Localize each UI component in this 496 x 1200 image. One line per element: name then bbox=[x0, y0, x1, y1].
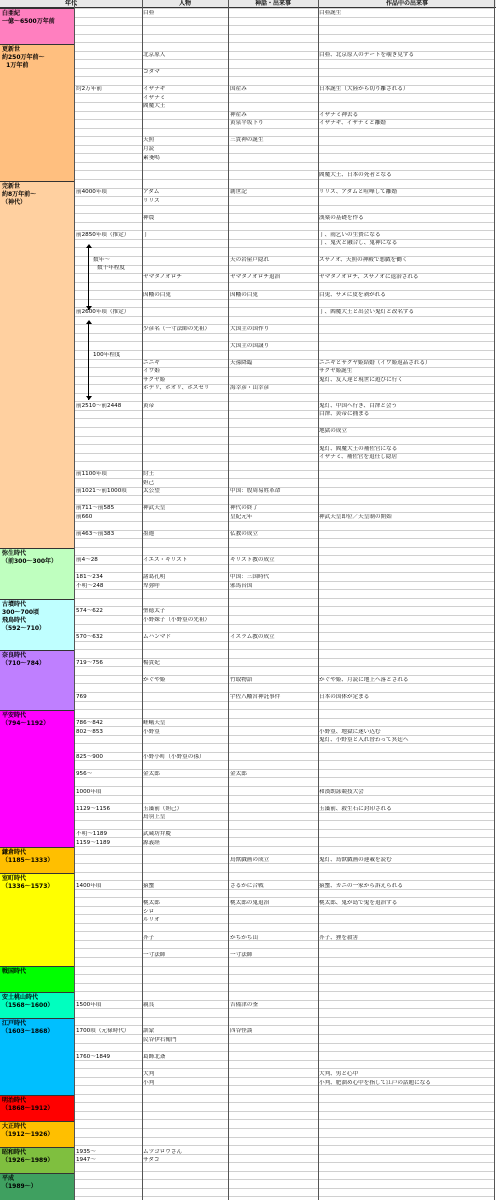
row-gridline bbox=[74, 444, 494, 445]
person-cell: 嵯峨天皇 bbox=[143, 720, 166, 726]
myth-cell: 中国：三国時代 bbox=[230, 574, 270, 580]
date-cell: 約2万年前 bbox=[76, 86, 102, 92]
event-cell: サクヤ姫誕生 bbox=[319, 368, 353, 374]
row-gridline bbox=[74, 931, 494, 932]
date-cell: 前463〜前383 bbox=[76, 531, 115, 537]
person-cell: イエス・キリスト bbox=[143, 557, 188, 563]
row-gridline bbox=[74, 196, 494, 197]
row-gridline bbox=[74, 436, 494, 437]
era-block: 完新世 約8万年前〜 （神代） bbox=[0, 181, 74, 548]
row-gridline bbox=[74, 1119, 494, 1120]
arrow-up-icon bbox=[86, 320, 92, 324]
row-gridline bbox=[74, 1179, 494, 1180]
event-cell: 桃太郎、鬼が島で鬼を退治する bbox=[319, 900, 398, 906]
event-cell: 玉藻前、殺生石に封印される bbox=[319, 806, 392, 812]
myth-cell: 神産み bbox=[230, 112, 247, 118]
row-gridline bbox=[74, 17, 494, 18]
event-cell: かぐや姫、月読に地上へ落とされる bbox=[319, 677, 409, 683]
row-gridline bbox=[74, 418, 494, 419]
person-cell: 少彦名（一寸法師の先祖） bbox=[143, 326, 211, 332]
person-cell: 芥子 bbox=[143, 935, 155, 941]
row-gridline bbox=[74, 59, 494, 60]
event-cell: 漢薬の基礎を作る bbox=[319, 215, 364, 221]
person-cell: ルリオ bbox=[143, 917, 160, 923]
person-cell: ホデリ、ホオリ、ホスセリ bbox=[143, 385, 210, 391]
person-cell: アダム bbox=[143, 189, 160, 195]
person-cell: 神農 bbox=[143, 215, 155, 221]
row-gridline bbox=[74, 512, 494, 513]
era-block: 平成 （1989〜） bbox=[0, 1173, 74, 1200]
person-cell: 素戔嗚 bbox=[143, 155, 160, 161]
event-cell: 小判、肥溜め心中を指して江戸の話題になる bbox=[319, 1080, 431, 1086]
event-cell: 和漢朗詠競技大会 bbox=[319, 789, 364, 795]
event-cell: イザナミ神去る bbox=[319, 112, 359, 118]
person-cell: 北京原人 bbox=[143, 52, 166, 58]
person-cell: 天照 bbox=[143, 137, 155, 143]
column-divider bbox=[142, 0, 143, 1200]
row-gridline bbox=[74, 718, 494, 719]
myth-cell: 桃太郎の鬼退治 bbox=[230, 900, 270, 906]
myth-cell: 大国主の国譲り bbox=[230, 343, 270, 349]
person-cell: 紂王 bbox=[143, 471, 155, 477]
myth-cell: 三貴神の誕生 bbox=[230, 137, 264, 143]
row-gridline bbox=[74, 581, 494, 582]
row-gridline bbox=[74, 179, 494, 180]
row-gridline bbox=[74, 1188, 494, 1189]
person-cell: ヤマタノオロチ bbox=[143, 274, 182, 280]
row-gridline bbox=[74, 692, 494, 693]
row-gridline bbox=[74, 350, 494, 351]
row-gridline bbox=[74, 1196, 494, 1197]
person-cell: 小野妹子（小野篁の先祖） bbox=[143, 617, 211, 623]
era-block: 平安時代 （794〜1192） bbox=[0, 710, 74, 847]
event-cell: 白亜、北京原人のデートを覗き見する bbox=[319, 52, 415, 58]
date-cell: 181〜234 bbox=[76, 574, 103, 580]
person-cell: 諸葛孔明 bbox=[143, 574, 166, 580]
myth-cell: 黄泉平坂下り bbox=[230, 120, 264, 126]
event-cell: 閻魔大王、日本の死者となる bbox=[319, 172, 392, 178]
date-cell: 前1021〜前1000頃 bbox=[76, 488, 127, 494]
row-gridline bbox=[74, 1043, 494, 1044]
era-block: 弥生時代 （前300〜300年） bbox=[0, 548, 74, 599]
span-arrow-line-2 bbox=[88, 322, 89, 400]
myth-cell: かちかち山 bbox=[230, 935, 258, 941]
row-gridline bbox=[74, 598, 494, 599]
myth-cell: 国産み bbox=[230, 86, 247, 92]
row-gridline bbox=[74, 341, 494, 342]
event-cell: 白澤、黄帝に捕まる bbox=[319, 411, 370, 417]
person-cell: 桃太郎 bbox=[143, 900, 160, 906]
myth-cell: 天孫降臨 bbox=[230, 360, 253, 366]
era-block: 昭和時代 （1926〜1989） bbox=[0, 1147, 74, 1173]
person-cell: 閻魔大王 bbox=[143, 103, 166, 109]
person-cell: 小野小町（小野篁の孫） bbox=[143, 754, 205, 760]
person-cell: シロ bbox=[143, 909, 155, 915]
person-cell: ニニギ bbox=[143, 360, 160, 366]
person-cell: 金太郎 bbox=[143, 771, 160, 777]
person-cell: 妲己 bbox=[143, 480, 155, 486]
person-cell: 猿蟹 bbox=[143, 883, 155, 889]
myth-cell: 創世記 bbox=[230, 189, 247, 195]
date-cell: 1935〜 bbox=[76, 1149, 96, 1155]
row-gridline bbox=[74, 854, 494, 855]
person-cell: 白亜 bbox=[143, 10, 155, 16]
date-cell: 1129〜1156 bbox=[76, 806, 111, 812]
row-gridline bbox=[74, 93, 494, 94]
event-cell: 猿蟹、カニの一家から訴えられる bbox=[319, 883, 403, 889]
event-cell: 小野篁、地獄に迷い込む bbox=[319, 729, 381, 735]
span-note: 数年〜 bbox=[93, 257, 110, 263]
person-cell: 卑弥呼 bbox=[143, 583, 160, 589]
era-block: 明治時代 （1868〜1912） bbox=[0, 1095, 74, 1121]
row-gridline bbox=[74, 752, 494, 753]
row-gridline bbox=[74, 153, 494, 154]
event-cell: 神武天皇即位／天皇制の開始 bbox=[319, 514, 392, 520]
row-gridline bbox=[74, 170, 494, 171]
row-gridline bbox=[74, 68, 494, 69]
person-cell: 鳥羽上皇 bbox=[143, 814, 166, 820]
myth-cell: 神代の終了 bbox=[230, 505, 258, 511]
era-block: 室町時代 （1336〜1573） bbox=[0, 873, 74, 966]
date-cell: 前2850年頃（推定） bbox=[76, 232, 130, 238]
myth-cell: 天の岩屋戸隠れ bbox=[230, 257, 270, 263]
header-person: 人物 bbox=[142, 0, 228, 8]
event-cell: スサノオ、天照の神殿で悪戯を働く bbox=[319, 257, 408, 263]
person-cell: 小判 bbox=[143, 1080, 155, 1086]
era-block: 奈良時代 （710〜784） bbox=[0, 650, 74, 710]
row-gridline bbox=[74, 324, 494, 325]
date-cell: 前4〜28 bbox=[76, 557, 98, 563]
era-block: 更新世 約250万年前〜 1万年前 bbox=[0, 44, 74, 181]
era-block: 鎌倉時代 （1185〜1333） bbox=[0, 847, 74, 873]
event-cell: 丁、閻魔大王と出会い鬼灯と改名する bbox=[319, 309, 415, 315]
date-cell: 1947〜 bbox=[76, 1157, 96, 1163]
myth-cell: 仏教の成立 bbox=[230, 531, 258, 537]
row-gridline bbox=[74, 25, 494, 26]
row-gridline bbox=[74, 564, 494, 565]
person-cell: 因幡の白兎 bbox=[143, 292, 171, 298]
person-cell: サクヤ姫 bbox=[143, 377, 166, 383]
row-gridline bbox=[74, 247, 494, 248]
row-gridline bbox=[74, 213, 494, 214]
person-cell: 太公望 bbox=[143, 488, 160, 494]
era-block: 江戸時代 （1603〜1868） bbox=[0, 1018, 74, 1095]
row-gridline bbox=[74, 538, 494, 539]
row-gridline bbox=[74, 162, 494, 163]
person-cell: ムツゴロウさん bbox=[143, 1149, 183, 1155]
row-gridline bbox=[74, 205, 494, 206]
person-cell: コダマ bbox=[143, 69, 160, 75]
person-cell: サダコ bbox=[143, 1157, 160, 1163]
date-cell: 前1100年頃 bbox=[76, 471, 108, 477]
date-cell: 570〜632 bbox=[76, 634, 103, 640]
row-gridline bbox=[74, 1102, 494, 1103]
arrow-down-icon bbox=[86, 396, 92, 400]
row-gridline bbox=[74, 701, 494, 702]
row-gridline bbox=[74, 521, 494, 522]
event-cell: ヤマタノオロチ、スサノオに退治される bbox=[319, 274, 419, 280]
event-cell: 大判、男と心中 bbox=[319, 1071, 359, 1077]
person-cell: イザナギ bbox=[143, 86, 166, 92]
myth-cell: 宇佐八幡宮神託事件 bbox=[230, 694, 281, 700]
row-gridline bbox=[74, 572, 494, 573]
myth-cell: キリスト教の成立 bbox=[230, 557, 275, 563]
row-gridline bbox=[74, 658, 494, 659]
myth-cell: 竹取物語 bbox=[230, 677, 253, 683]
row-gridline bbox=[74, 914, 494, 915]
column-divider bbox=[494, 0, 495, 1200]
person-cell: 玉藻前（妲己） bbox=[143, 806, 183, 812]
span-arrow-line-1 bbox=[88, 246, 89, 310]
person-cell: 民谷伊右衛門 bbox=[143, 1037, 177, 1043]
myth-cell: 海幸彦・山幸彦 bbox=[230, 385, 270, 391]
date-cell: 802〜853 bbox=[76, 729, 103, 735]
person-cell: 丁 bbox=[143, 232, 149, 238]
row-gridline bbox=[74, 1137, 494, 1138]
person-cell: イワ姫 bbox=[143, 368, 160, 374]
person-cell: 親良 bbox=[143, 1002, 155, 1008]
row-gridline bbox=[74, 547, 494, 548]
myth-cell: 四谷怪談 bbox=[230, 1028, 253, 1034]
row-gridline bbox=[74, 880, 494, 881]
date-cell: 786〜842 bbox=[76, 720, 103, 726]
person-cell: 楊貴妃 bbox=[143, 660, 160, 666]
row-gridline bbox=[74, 632, 494, 633]
row-gridline bbox=[74, 1025, 494, 1026]
row-gridline bbox=[74, 897, 494, 898]
row-gridline bbox=[74, 675, 494, 676]
row-gridline bbox=[74, 555, 494, 556]
person-cell: 大判 bbox=[143, 1071, 155, 1077]
date-cell: 1400年頃 bbox=[76, 883, 102, 889]
row-gridline bbox=[74, 102, 494, 103]
event-cell: イザナギ、イザナミと離婚 bbox=[319, 120, 386, 126]
event-cell: 日本誕生（大陸から切り離される） bbox=[319, 86, 409, 92]
era-block: 大正時代 （1912〜1926） bbox=[0, 1121, 74, 1147]
person-cell: リリス bbox=[143, 198, 160, 204]
row-gridline bbox=[74, 923, 494, 924]
date-cell: 前711〜前585 bbox=[76, 505, 115, 511]
row-gridline bbox=[74, 786, 494, 787]
header-event: 作品中の出来事 bbox=[318, 0, 496, 8]
row-gridline bbox=[74, 769, 494, 770]
person-cell: 黄帝 bbox=[143, 403, 155, 409]
row-gridline bbox=[74, 983, 494, 984]
event-cell: 鬼灯、閻魔大王の補佐官になる bbox=[319, 446, 398, 452]
date-cell: 1500年頃 bbox=[76, 1002, 102, 1008]
row-gridline bbox=[74, 8, 494, 9]
row-gridline bbox=[74, 1128, 494, 1129]
row-gridline bbox=[74, 1017, 494, 1018]
row-gridline bbox=[74, 222, 494, 223]
event-cell: 鬼灯、友人達と現世に遊びに行く bbox=[319, 377, 403, 383]
row-gridline bbox=[74, 829, 494, 830]
myth-cell: 皇紀元年 bbox=[230, 514, 253, 520]
row-gridline bbox=[74, 230, 494, 231]
row-gridline bbox=[74, 461, 494, 462]
arrow-down-icon bbox=[86, 306, 92, 310]
era-block: 白亜紀 一億〜6500万年前 bbox=[0, 8, 74, 44]
date-cell: 不明〜1189 bbox=[76, 831, 108, 837]
person-cell: 源義経 bbox=[143, 840, 160, 846]
date-cell: 前2510〜前2448 bbox=[76, 403, 122, 409]
person-cell: 葛飾北斎 bbox=[143, 1054, 166, 1060]
era-block: 戦国時代 bbox=[0, 966, 74, 992]
row-gridline bbox=[74, 872, 494, 873]
event-cell: 丁、鬼火と融合し、鬼神になる bbox=[319, 240, 398, 246]
row-gridline bbox=[74, 145, 494, 146]
row-gridline bbox=[74, 307, 494, 308]
row-gridline bbox=[74, 624, 494, 625]
date-cell: 前4000年頃 bbox=[76, 189, 108, 195]
row-gridline bbox=[74, 316, 494, 317]
row-gridline bbox=[74, 478, 494, 479]
myth-cell: さるかに合戦 bbox=[230, 883, 264, 889]
column-divider bbox=[318, 0, 319, 1200]
row-gridline bbox=[74, 709, 494, 710]
person-cell: 小野篁 bbox=[143, 729, 160, 735]
row-gridline bbox=[74, 333, 494, 334]
row-gridline bbox=[74, 1171, 494, 1172]
person-cell: ムハンマド bbox=[143, 634, 171, 640]
row-gridline bbox=[74, 966, 494, 967]
row-gridline bbox=[74, 1051, 494, 1052]
row-gridline bbox=[74, 1111, 494, 1112]
person-cell: 武蔵坊弁慶 bbox=[143, 831, 171, 837]
person-cell: 聖徳太子 bbox=[143, 608, 166, 614]
row-gridline bbox=[74, 265, 494, 266]
row-gridline bbox=[74, 606, 494, 607]
row-gridline bbox=[74, 803, 494, 804]
event-cell: 鬼灯、小野篁と入れ替わって冥廷へ bbox=[319, 737, 409, 743]
event-cell: 白亜誕生 bbox=[319, 10, 342, 16]
event-cell: 鬼灯、鳥獣戯画の連載を読む bbox=[319, 857, 392, 863]
header-era: 年代 bbox=[0, 0, 142, 8]
row-gridline bbox=[74, 649, 494, 650]
row-gridline bbox=[74, 76, 494, 77]
span-note: 数十年程度 bbox=[97, 265, 125, 271]
event-cell: 地獄の成立 bbox=[319, 428, 347, 434]
row-gridline bbox=[74, 948, 494, 949]
row-gridline bbox=[74, 974, 494, 975]
span-note: 100年程度 bbox=[93, 352, 121, 358]
date-cell: 前660 bbox=[76, 514, 93, 520]
myth-cell: 中国：殷周易姓革命 bbox=[230, 488, 281, 494]
myth-cell: 吉備津の釜 bbox=[230, 1002, 258, 1008]
person-cell: 神武天皇 bbox=[143, 505, 166, 511]
row-gridline bbox=[74, 1094, 494, 1095]
header-myth: 神話・出来事 bbox=[228, 0, 318, 8]
row-gridline bbox=[74, 128, 494, 129]
row-gridline bbox=[74, 299, 494, 300]
row-gridline bbox=[74, 1068, 494, 1069]
row-gridline bbox=[74, 495, 494, 496]
event-cell: 日本の国体が定まる bbox=[319, 694, 370, 700]
date-cell: 1000年頃 bbox=[76, 789, 102, 795]
column-divider bbox=[74, 0, 75, 1200]
myth-cell: 大国主の国作り bbox=[230, 326, 270, 332]
row-gridline bbox=[74, 401, 494, 402]
event-cell: イザナミ、補佐官を退任し隠居 bbox=[319, 454, 398, 460]
myth-cell: ヤマタノオロチ退治 bbox=[230, 274, 281, 280]
arrow-up-icon bbox=[86, 244, 92, 248]
row-gridline bbox=[74, 615, 494, 616]
event-cell: 芥子、狸を殺害 bbox=[319, 935, 359, 941]
event-cell: 鬼灯、中国へ行き、白澤と会う bbox=[319, 403, 398, 409]
row-gridline bbox=[74, 1145, 494, 1146]
row-gridline bbox=[74, 820, 494, 821]
person-cell: 一寸法師 bbox=[143, 952, 166, 958]
era-block: 安土桃山時代 （1568〜1600） bbox=[0, 992, 74, 1018]
date-cell: 769 bbox=[76, 694, 87, 700]
myth-cell: 金太郎 bbox=[230, 771, 247, 777]
era-block: 古墳時代 300〜700頃 飛鳥時代 （592〜710） bbox=[0, 599, 74, 650]
date-cell: 前2600年頃（推定） bbox=[76, 309, 130, 315]
myth-cell: 因幡の白兎 bbox=[230, 292, 258, 298]
person-cell: 墨迦 bbox=[143, 531, 155, 537]
row-gridline bbox=[74, 641, 494, 642]
row-gridline bbox=[74, 42, 494, 43]
row-gridline bbox=[74, 34, 494, 35]
date-cell: 956〜 bbox=[76, 771, 93, 777]
date-cell: 不明〜248 bbox=[76, 583, 104, 589]
event-cell: ニニギとサクヤ姫結婚（イワ姫返品される） bbox=[319, 360, 431, 366]
person-cell: 月読 bbox=[143, 146, 155, 152]
event-cell: 丁、雨乞いの生贄になる bbox=[319, 232, 381, 238]
date-cell: 1159〜1189 bbox=[76, 840, 111, 846]
myth-cell: イスラム教の成立 bbox=[230, 634, 275, 640]
myth-cell: 邪馬台国 bbox=[230, 583, 253, 589]
row-gridline bbox=[74, 393, 494, 394]
myth-cell: 一寸法師 bbox=[230, 952, 253, 958]
row-gridline bbox=[74, 290, 494, 291]
row-gridline bbox=[74, 282, 494, 283]
date-cell: 574〜622 bbox=[76, 608, 103, 614]
column-divider bbox=[228, 0, 229, 1200]
person-cell: イザナミ bbox=[143, 95, 166, 101]
row-gridline bbox=[74, 1000, 494, 1001]
person-cell: かぐや姫 bbox=[143, 677, 166, 683]
date-cell: 1700頃（元禄時代） bbox=[76, 1028, 130, 1034]
person-cell: 訓蒙 bbox=[143, 1028, 155, 1034]
myth-cell: 鳥獣戯画の成立 bbox=[230, 857, 270, 863]
event-cell: リリス、アダムと喧嘩して離婚 bbox=[319, 189, 397, 195]
row-gridline bbox=[74, 991, 494, 992]
date-cell: 719〜756 bbox=[76, 660, 103, 666]
event-cell: 白兎、サメに皮を剥がれる bbox=[319, 292, 386, 298]
date-cell: 825〜900 bbox=[76, 754, 103, 760]
date-cell: 1760〜1849 bbox=[76, 1054, 111, 1060]
